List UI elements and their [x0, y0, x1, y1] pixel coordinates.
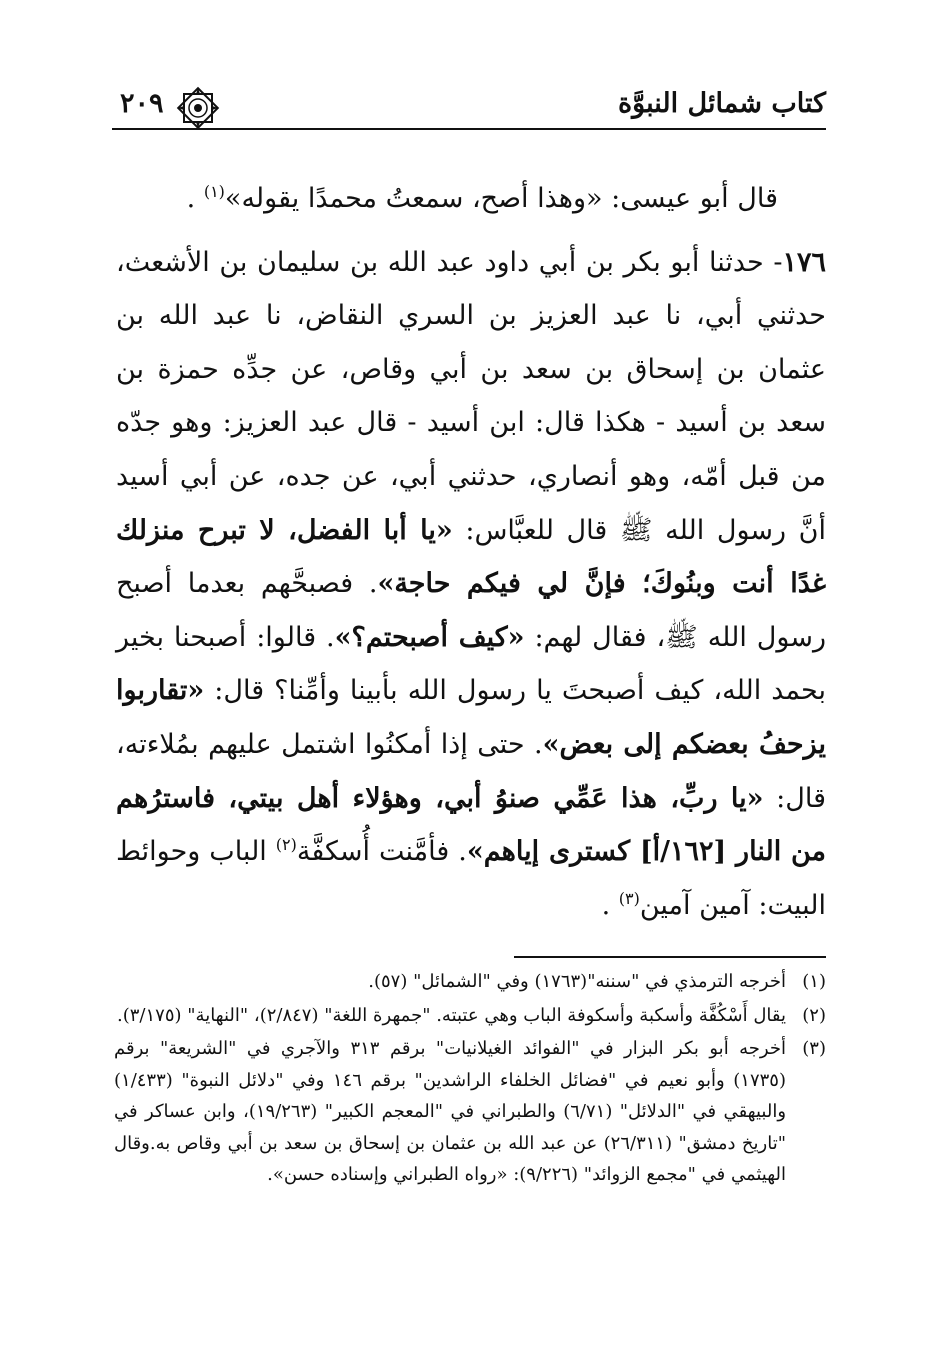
footnote-ref-1[interactable]: (١)	[203, 182, 225, 201]
abu-isa-remark: قال أبو عيسى: «وهذا أصح، سمعتُ محمدًا يقوله»$^{(١)}$ .	[186, 182, 778, 214]
footnote-text: يقال أَسْكُفَّة وأسكبة وأسكوفة الباب وهي عتبته. "جمهرة اللغة" (٢/٨٤٧)، "النهاية" (٣/١٧٥).	[117, 1004, 786, 1026]
footnote-number: (٢)	[802, 1004, 826, 1026]
footnote-text: أخرجه الترمذي في "سننه"(١٧٦٣) وفي "الشمائل" (٥٧).	[368, 971, 786, 992]
footnote-ref-3[interactable]: (٣)	[618, 888, 640, 908]
prophet-quote-2: «كيف أصبحتم؟»	[334, 621, 525, 653]
footnote-1	[114, 966, 826, 998]
footnote-ref-2[interactable]: (٢)	[275, 835, 297, 855]
footnote-separator	[514, 956, 826, 958]
running-head: كتاب شمائل النبوَّة	[618, 88, 826, 119]
page-number: ٢٠٩	[120, 88, 164, 119]
prophet-quote-1: «يا أبا الفضل، لا تبرح منزلك غدًا أنت وبنُوكَ؛ فإنَّ لي فيكم حاجة»	[116, 514, 826, 600]
main-text	[116, 172, 826, 932]
prophet-quote-4: «يا ربِّ، هذا عَمِّي صنوُ أبي، وهؤلاء أهل بيتي، فاسترُهم من النار [١٦٢/أ] كسترى إياهم»	[116, 782, 827, 868]
hadith-176: ١٧٦- حدثنا أبو بكر بن أبي داود عبد الله بن سليمان بن الأشعث، حدثني أبي، نا عبد العزيز بن السري النقاض، نا عبد الله بن عثمان بن إسحاق بن سعد بن أبي وقاص، عن جدِّه حمزة بن سعد بن أسيد - هكذا قال: ابن أسيد - قال عبد العزيز: وهو جدّه من قبل أمّه، وهو أنصاري، حدثني أبي، عن جده، عن أبي أسيد أنَّ رسول الله ﷺ قال للعبَّاس: «يا أبا الفضل، لا تبرح منزلك غدًا أنت وبنُوكَ؛ فإنَّ لي فيكم حاجة». فصبحَّهم بعدما أصبح رسول الله ﷺ، فقال لهم: «كيف أصبحتم؟». قالوا: أصبحنا بخير بحمد الله، كيف أصبحتَ يا رسول الله بأبينا وأمِّنا؟ قال: «تقاربوا يزحفُ بعضكم إلى بعض». حتى إذا أمكنُوا اشتمل عليهم بمُلاءته، قال: «يا ربِّ، هذا عَمِّي صنوُ أبي، وهؤلاء أهل بيتي، فاسترُهم من النار [١٦٢/أ] كسترى إياهم». فأمَّنت أُسكفَّة$^{(٢)}$ الباب وحوائط البيت: آمين آمين$^{(٣)}$ .	[116, 246, 827, 921]
footnote-number: (٣)	[802, 1038, 826, 1059]
footnote-number: (١)	[802, 971, 826, 992]
footnote-text: أخرجه أبو بكر البزار في "الفوائد الغيلانيات" برقم ٣١٣ والآجري في "الشريعة" برقم (١٧٣٥) وأبو نعيم في "فضائل الخلفاء الراشدين" برقم ١٤٦ وفي "دلائل النبوة" (١/٤٣٣) والبيهقي في "الدلائل" (٦/٧١) والطبراني في "المعجم الكبير" (١٩/٢٦٣)، وابن عساكر في "تاريخ دمشق" (٢٦/٣١١) عن عبد الله بن عثمان بن إسحاق بن سعد بن أبي وقاص به.وقال الهيثمي في "مجمع الزوائد" (٩/٢٢٦): «رواه الطبراني وإسناده حسن».	[114, 1038, 787, 1185]
header-rule	[112, 128, 826, 130]
footnote-2	[114, 1000, 826, 1032]
octagonal-star-ornament-icon	[176, 86, 220, 130]
hadith-number: ١٧٦	[782, 246, 826, 278]
footnote-3	[114, 1033, 826, 1191]
prophet-quote-3: «تقاربوا يزحفُ بعضكم إلى بعض»	[116, 675, 826, 760]
footnotes	[114, 966, 826, 1193]
